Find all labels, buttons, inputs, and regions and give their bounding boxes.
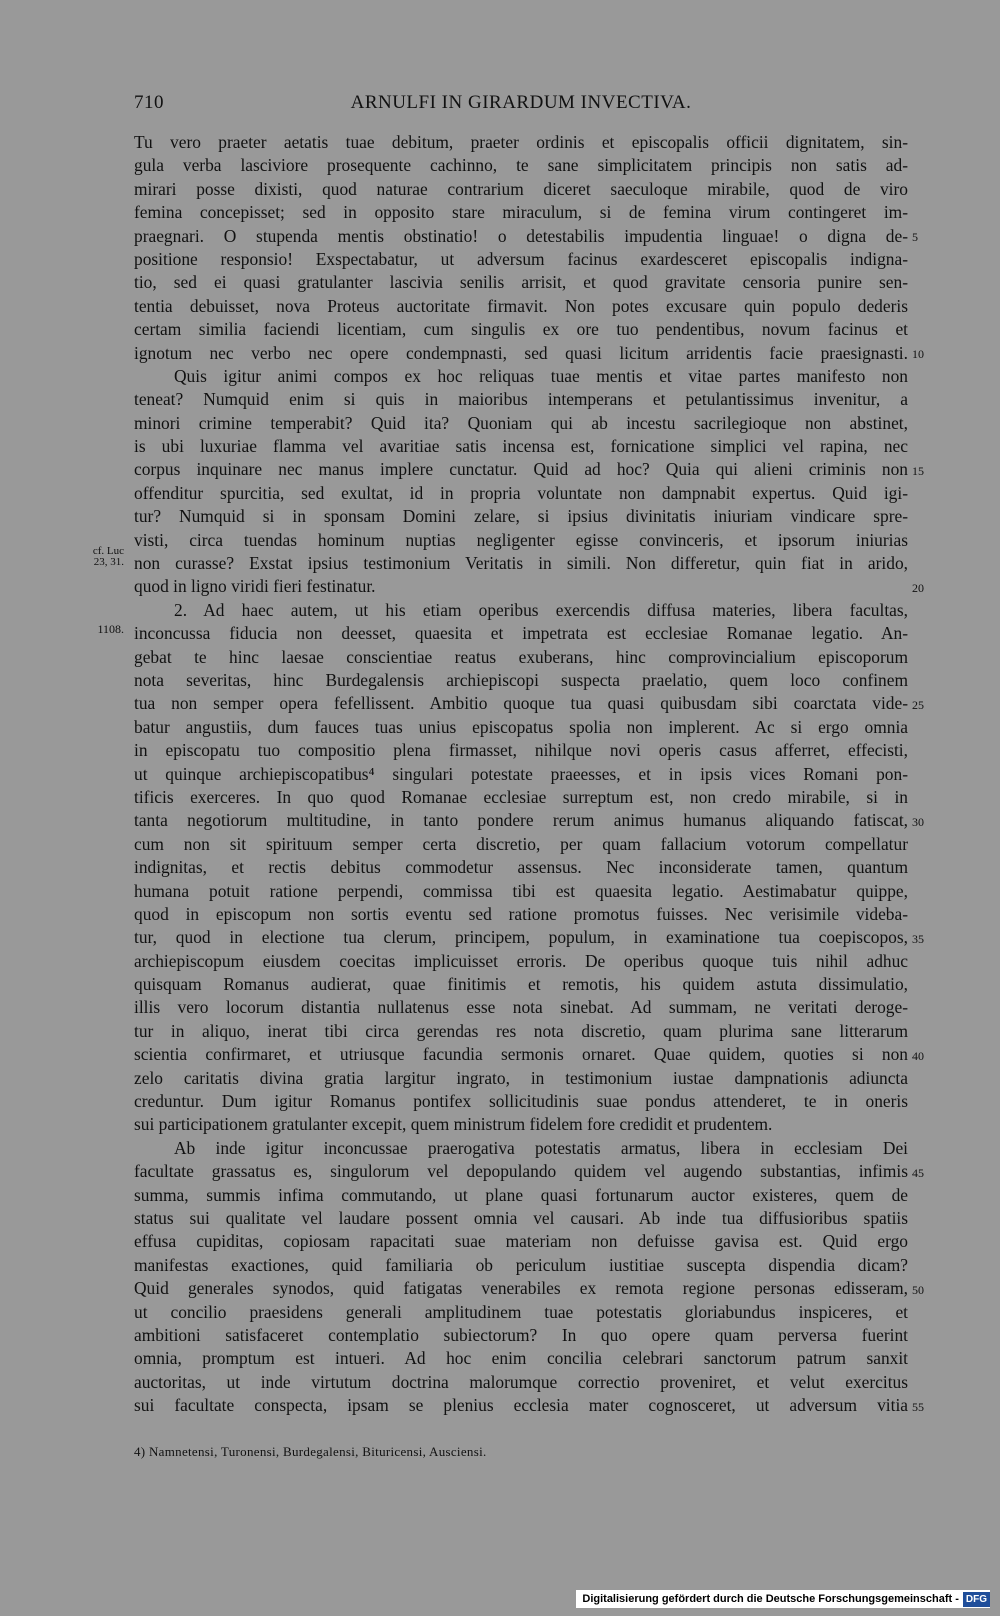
text-line: auctoritas, ut inde virtutum doctrina malorumque correctio proveniret, et velut exercitus [134, 1371, 908, 1392]
text-line: illis vero locorum distantia nullatenus esse nota sinebat. Ad summam, ne veritati deroge- [134, 997, 908, 1018]
text-line: 2. Ad haec autem, ut his etiam operibus exercendis diffusa materies, libera facultas, [174, 599, 908, 620]
text-line: sui participationem gratulanter excepit, quem ministrum fidelem fore credidit et prudentem. [134, 1114, 773, 1135]
text-line: corpus inquinare nec manus implere cunctatur. Quid ad hoc? Quia qui alieni criminis non [134, 459, 908, 480]
text-line: tur, quod in electione tua clerum, principem, populum, in examinatione tua coepiscopos, [134, 927, 908, 948]
text-line: tanta negotiorum multitudine, in tanto pondere rerum animus humanus aliquando fatiscat, [134, 810, 908, 831]
text-line: indignitas, et rectis debitus commodetur assensus. Nec inconsiderate tamen, quantum [134, 857, 908, 878]
text-line: archiepiscopum eiusdem coecitas implicuisset erroris. De operibus quoque tuis nihil adhuc [134, 950, 908, 971]
text-line: facultate grassatus es, singulorum vel depopulando quidem vel augendo substantias, infimis [134, 1161, 908, 1182]
text-line: tua non semper opera fefellissent. Ambitio quoque tua quasi quibusdam sibi coarctata vide- [134, 693, 908, 714]
text-line: effusa cupiditas, copiosam rapacitati suae materiam non defuisse gavisa est. Quid ergo [134, 1231, 908, 1252]
margin-reference: cf. Luc 23, 31. [92, 545, 124, 568]
text-line: nota severitas, hinc Burdegalensis archiepiscopi suspecta praelatio, quem loco confinem [134, 669, 908, 690]
margin-year: 1108. [97, 622, 124, 636]
page-number: 710 [134, 92, 164, 113]
text-line: mirari posse dixisti, quod naturae contrarium diceret saeculoque mirabile, quod de viro [134, 178, 908, 199]
text-line: quod in ligno viridi fieri festinatur. [134, 576, 376, 597]
digitization-footer [576, 1590, 990, 1608]
text-line: certam similia faciendi licentiam, cum singulis ex ore tuo pendentibus, novum facinus et [134, 319, 908, 340]
footer-credit: Digitalisierung gefördert durch die Deutsche Forschungsgemeinschaft - [582, 1593, 959, 1605]
text-line: scientia confirmaret, et utriusque facundia sermonis ornaret. Quae quidem, quoties si non [134, 1044, 908, 1065]
text-line: tentia debuisset, nova Proteus auctoritate firmavit. Non potes excusare quin populo dederis [134, 295, 908, 316]
text-line: is ubi luxuriae flamma vel avaritiae satis incensa est, fornicatione simplici vel rapina, nec [134, 436, 908, 457]
text-line: ignotum nec verbo nec opere condempnasti, sed quasi licitum arridentis facie praesignasti. [134, 342, 908, 363]
text-line: status sui qualitate vel laudare possent omnia vel causari. Ab inde tua diffusioribus spatiis [134, 1207, 908, 1228]
line-number: 35 [912, 931, 924, 946]
text-line: batur angustiis, dum fauces tuas unius episcopatus spolia non implerent. Ac si ergo omnia [134, 716, 908, 737]
text-line: visti, circa tuendas hominum nuptias negligenter egisse convinceris, et ipsorum iniurias [134, 529, 908, 550]
text-line: ut quinque archiepiscopatibus⁴ singulari potestate praeesses, et in ipsis vices Romani pon- [134, 763, 908, 784]
line-number: 5 [912, 229, 918, 244]
text-line: creduntur. Dum igitur Romanus pontifex sollicitudinis suae pondus attenderet, te in oneris [134, 1091, 908, 1112]
running-title: ARNULFI IN GIRARDUM INVECTIVA. [350, 92, 692, 113]
text-line: femina concepisset; sed in opposito stare miraculum, si de femina virum contingeret im- [134, 202, 908, 223]
line-number: 15 [912, 463, 924, 478]
line-number: 50 [912, 1282, 924, 1297]
text-line: humana potuit ratione perpendi, commissa tibi est quaesita legatio. Aestimabatur quippe, [134, 880, 908, 901]
text-line: inconcussa fiducia non deesset, quaesita et impetrata est ecclesiae Romanae legatio. An- [134, 623, 908, 644]
line-number: 40 [912, 1048, 924, 1063]
text-line: praegnari. O stupenda mentis obstinatio! o detestabilis impudentia linguae! o digna de- [134, 225, 908, 246]
line-number: 10 [912, 346, 924, 361]
text-line: ut concilio praesidens generali amplitudinem tuae potestatis gloriabundus inspiceres, et [134, 1301, 908, 1322]
line-number: 55 [912, 1399, 924, 1414]
text-line: Quid generales synodos, quid fatigatas venerabiles ex remota regione personas edisseram, [134, 1278, 908, 1299]
text-line: minori crimine temperabit? Quid ita? Quoniam qui ab incestu sacrilegioque non abstinet, [134, 412, 908, 433]
text-line: non curasse? Exstat ipsius testimonium Veritatis in simili. Non differetur, quin fiat in arido, [134, 553, 908, 574]
text-line: quod in episcopum non sortis eventu sed ratione promotus fuisses. Nec verisimile videba- [134, 903, 908, 924]
text-line: offenditur spurcitia, sed exultat, id in propria voluntate non dampnabit expertus. Quid igi- [134, 482, 908, 503]
line-number: 20 [912, 580, 924, 595]
text-line: Tu vero praeter aetatis tuae debitum, praeter ordinis et episcopalis officii dignitatem, sin- [134, 132, 908, 152]
text-line: in episcopatu tuo compositio plena firmasset, nihilque novi operis casus afferret, effecisti, [134, 740, 908, 761]
text-line: zelo caritatis divina gratia largitur ingrato, in testimonium iustae dampnationis adiuncta [134, 1067, 908, 1088]
line-number: 30 [912, 814, 924, 829]
line-number: 25 [912, 697, 924, 712]
text-line: Quis igitur animi compos ex hoc reliquas tuae mentis et vitae partes manifesto non [174, 365, 908, 386]
text-line: cum non sit spirituum semper certa discretio, per quam fallacium votorum compellatur [134, 833, 908, 854]
text-line: tur in aliquo, inerat tibi circa gerendas res nota discretio, quam plurima sane litterarum [134, 1020, 908, 1041]
text-line: gula verba lasciviore prosequente cachinno, te sane simplicitatem principis non satis ad- [134, 155, 908, 176]
text-line: tificis exerceres. In quo quod Romanae ecclesiae surreptum est, non credo mirabile, si in [134, 786, 908, 807]
text-line: tur? Numquid si in sponsam Domini zelare, si ipsius divinitatis iniuriam vindicare spre- [134, 506, 908, 527]
text-line: gebat te hinc laesae conscientiae reatus exuberans, hinc comprovincialium episcoporum [134, 646, 908, 667]
page-header [134, 92, 908, 118]
dfg-logo-icon: DFG [963, 1592, 990, 1607]
text-line: sui facultate conspecta, ipsam se plenius ecclesia mater cognosceret, ut adversum vitia [134, 1395, 908, 1416]
text-line: summa, summis infima commutando, ut plane quasi fortunarum auctor existeres, quem de [134, 1184, 908, 1205]
text-line: teneat? Numquid enim si quis in maioribus intemperans et petulantissimus invenitur, a [134, 389, 908, 410]
main-text [134, 131, 908, 1417]
text-line: manifestas exactiones, quid familiaria ob periculum iustitiae suscepta dispendia dicam? [134, 1254, 908, 1275]
text-line: tio, sed ei quasi gratulanter lascivia senilis arrisit, et quod gravitate censoria punire sen- [134, 272, 908, 293]
text-line: ambitioni satisfaceret contemplatio subiectorum? In quo opere quam perversa fuerint [134, 1324, 908, 1345]
footnote: 4) Namnetensi, Turonensi, Burdegalensi, Bituricensi, Ausciensi. [134, 1444, 487, 1459]
text-line: positione responsio! Exspectabatur, ut adversum facinus exardesceret episcopalis indigna- [134, 248, 908, 269]
line-number: 45 [912, 1165, 924, 1180]
text-line: quisquam Romanus audierat, quae finitimis et remotis, his quidem astuta dissimulatio, [134, 974, 908, 995]
text-line: Ab inde igitur inconcussae praerogativa potestatis armatus, libera in ecclesiam Dei [174, 1137, 908, 1158]
text-line: omnia, promptum est intueri. Ad hoc enim concilia celebrari sanctorum patrum sanxit [134, 1348, 908, 1369]
